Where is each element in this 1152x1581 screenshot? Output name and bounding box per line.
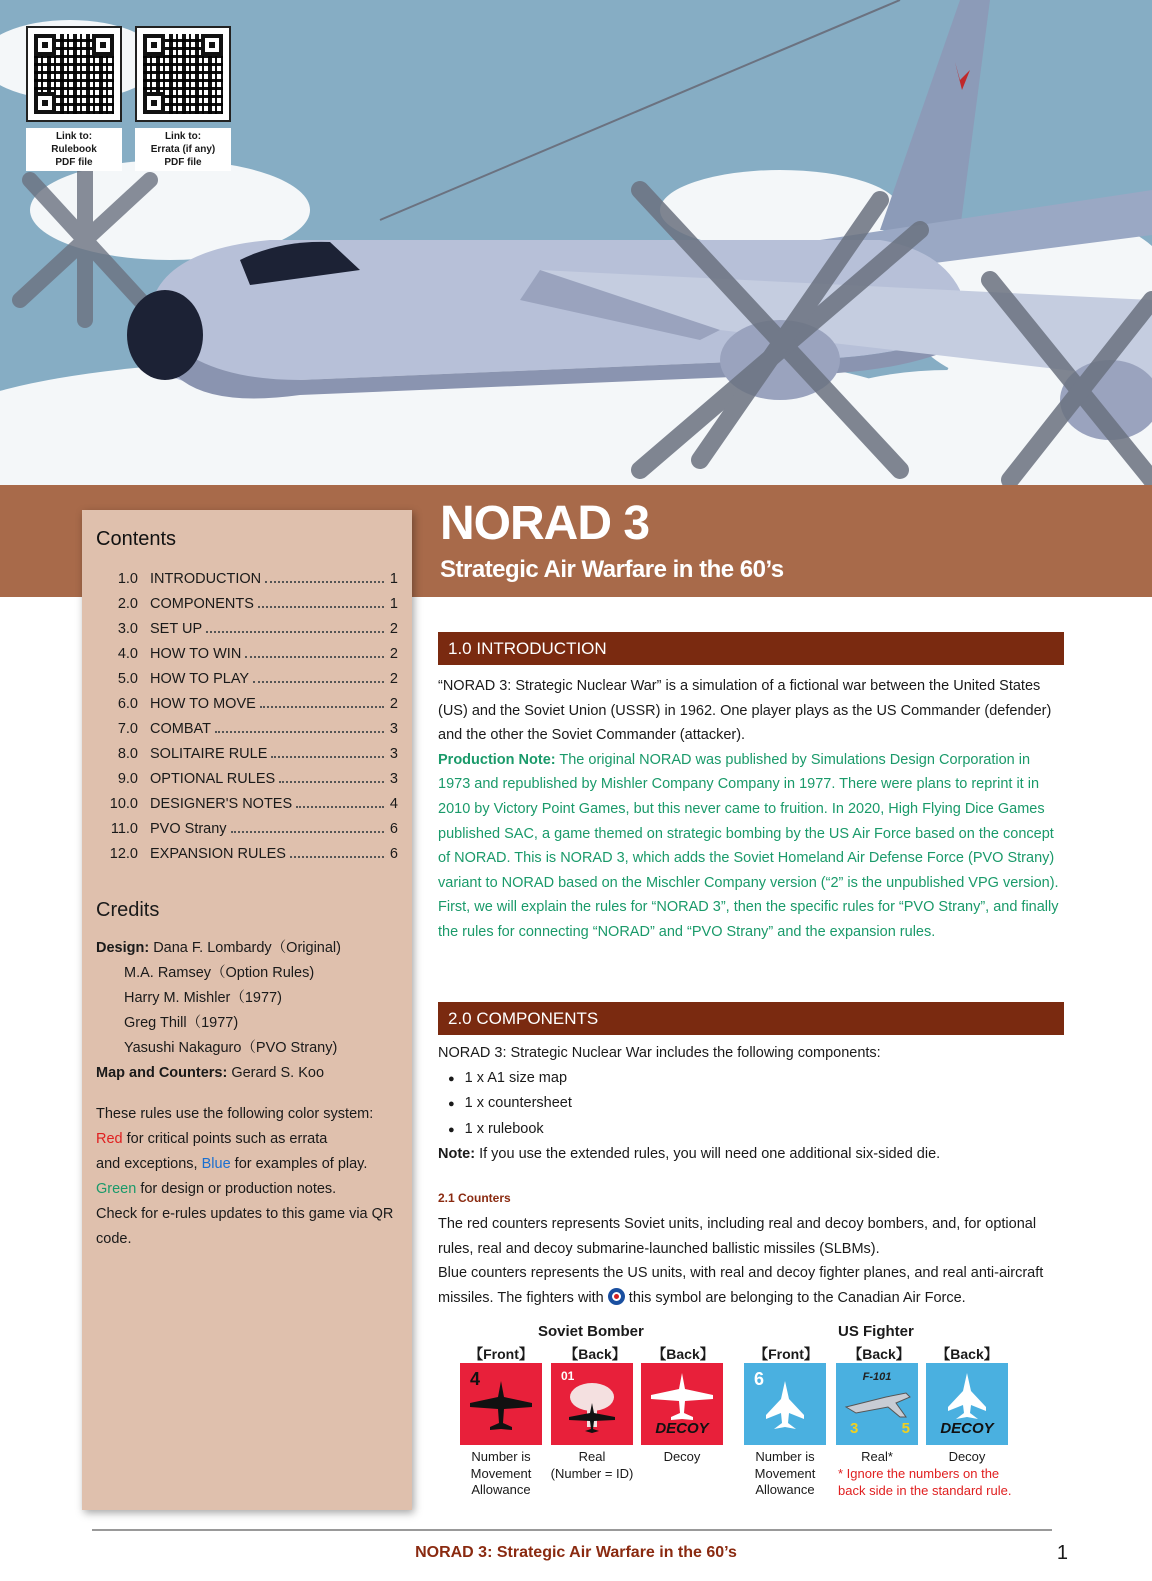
page-title: NORAD 3 <box>440 497 650 550</box>
toc-label: PVO Strany <box>150 821 227 837</box>
credit-design: Design: Dana F. Lombardy（Original) <box>96 940 341 956</box>
toc-page: 1 <box>389 596 398 612</box>
toc-item[interactable] <box>96 571 398 596</box>
toc-leader-dots <box>265 581 384 583</box>
toc-page: 2 <box>389 696 398 712</box>
page-number: 1 <box>1056 1542 1068 1564</box>
toc-number: 8.0 <box>117 746 138 762</box>
toc-label: HOW TO MOVE <box>150 696 256 712</box>
caption-movement: Number is Movement Allowance <box>470 1449 532 1497</box>
qr-label-rulebook: Link to: Rulebook PDF file <box>26 128 122 171</box>
caption-real-id: Real (Number = ID) <box>550 1449 634 1481</box>
footer-divider <box>92 1529 1052 1531</box>
toc-leader-dots <box>253 681 384 683</box>
toc-label: DESIGNER'S NOTES <box>150 796 293 812</box>
caption-movement: Number is Movement Allowance <box>754 1449 816 1497</box>
qr-code-rulebook[interactable] <box>26 26 122 122</box>
us-fighter-back-real-counter: F-101 3 5 <box>836 1363 918 1445</box>
caption-decoy: Decoy <box>663 1449 701 1464</box>
hero-illustration <box>0 0 1152 485</box>
toc-leader-dots <box>258 606 384 608</box>
section-heading-components: 2.0 COMPONENTS <box>438 1002 1064 1035</box>
toc-number: 10.0 <box>109 796 138 812</box>
us-back-label: 【Back】 <box>848 1346 910 1362</box>
us-back-label: 【Back】 <box>936 1346 998 1362</box>
toc-label: HOW TO PLAY <box>150 671 250 687</box>
toc-leader-dots <box>206 631 384 633</box>
toc-label: COMBAT <box>150 721 211 737</box>
components-paragraph: NORAD 3: Strategic Nuclear War includes the following components: ● 1 x A1 size map ● 1 x countersheet ● 1 x rulebook Note: If you use the extended rules, you will need one additional six-sided die. <box>438 1041 1064 1167</box>
toc-number: 12.0 <box>109 846 138 862</box>
toc-item[interactable] <box>96 621 398 646</box>
toc-page: 3 <box>389 721 398 737</box>
production-note: Production Note: The original NORAD was published by Simulations Design Corporation in 1973 and republished by Mishler Company Company in 1977. There were plans to reprint it in 2010 by Victory Point Games, but this never came to fruition. In 2020, High Flying Dice Games published SAC, a game themed on strategic bombing by the US Air Force based on the concept of NORAD. This is NORAD 3, which adds the Soviet Homeland Air Defense Force (PVO Strany) variant to NORAD based on the Mischler Company version (“2” is the unpublished VPG version). <box>438 751 1059 891</box>
canada-roundel-icon <box>608 1288 625 1305</box>
toc-item[interactable] <box>96 821 398 846</box>
section-heading-introduction: 1.0 INTRODUCTION <box>438 632 1064 665</box>
toc-page: 1 <box>389 571 398 587</box>
us-front-label: 【Front】 <box>754 1346 818 1362</box>
counters-paragraph: The red counters represents Soviet units, including real and decoy bombers, and, for optional rules, real and decoy submarine-launched ballistic missiles (SLBMs). Blue counters represents the US units, with real and decoy fighter planes, and real anti-aircraft missiles. The fighters with this symbol are belonging to the Canadian Air Force. <box>438 1216 1044 1306</box>
intro-paragraph: “NORAD 3: Strategic Nuclear War” is a simulation of a fictional war between the United States (US) and the Soviet Union (USSR) in 1962. One player plays as the US Commander (defender) and the other the Soviet Commander (attacker). Production Note: The original NORAD was published by Simulations Design Corporation in 1973 and republished by Mishler Company Company in 1977. There were plans to reprint it in 2010 by Victory Point Games, but this never came to fruition. In 2020, High Flying Dice Games published SAC, a game themed on strategic bombing by the US Air Force based on the concept of NORAD. This is NORAD 3, which adds the Soviet Homeland Air Defense Force (PVO Strany) variant to NORAD based on the Mischler Company version (“2” is the unpublished VPG version). First, we will explain the rules for “NORAD 3”, then the specific rules for “PVO Strany”, and finally the rules for connecting “NORAD” and “PVO Strany” and the expansion rules. <box>438 678 1059 940</box>
toc-leader-dots <box>271 756 384 758</box>
credit-line: M.A. Ramsey（Option Rules) <box>124 965 315 981</box>
toc-number: 5.0 <box>117 671 138 687</box>
toc-label: OPTIONAL RULES <box>150 771 276 787</box>
toc-page: 4 <box>389 796 398 812</box>
toc-page: 3 <box>389 746 398 762</box>
soviet-back-label: 【Back】 <box>652 1346 714 1362</box>
toc-number: 6.0 <box>117 696 138 712</box>
us-fighter-front-counter: 6 <box>744 1363 826 1445</box>
toc-leader-dots <box>245 656 384 658</box>
toc-leader-dots <box>290 856 384 858</box>
color-system-note: These rules use the following color system: Red for critical points such as errata and exceptions, Blue for examples of play. Green for design or production notes. Check for e-rules updates to this game via QR code. <box>96 1106 394 1247</box>
credit-line: Yasushi Nakaguro（PVO Strany) <box>124 1040 338 1056</box>
list-item: ● 1 x A1 size map <box>448 1066 1064 1092</box>
toc-item[interactable] <box>96 846 398 871</box>
toc-page: 6 <box>389 846 398 862</box>
toc-label: INTRODUCTION <box>150 571 262 587</box>
toc-number: 7.0 <box>117 721 138 737</box>
qr-code-errata[interactable] <box>135 26 231 122</box>
toc-number: 9.0 <box>117 771 138 787</box>
us-fighter-decoy-counter: DECOY <box>926 1363 1008 1445</box>
toc-page: 3 <box>389 771 398 787</box>
toc-number: 11.0 <box>110 821 138 837</box>
toc-page: 2 <box>389 621 398 637</box>
toc-item[interactable] <box>96 646 398 671</box>
caption-ignore-numbers: * Ignore the numbers on the back side in the standard rule. <box>838 1466 1012 1498</box>
toc-leader-dots <box>231 831 384 833</box>
list-item: ● 1 x countersheet <box>448 1091 1064 1117</box>
credit-line: Harry M. Mishler（1977) <box>124 990 282 1006</box>
caption-real-star: Real* <box>861 1449 893 1464</box>
toc-number: 4.0 <box>117 646 138 662</box>
page-subtitle: Strategic Air Warfare in the 60’s <box>440 556 784 583</box>
soviet-bomber-title: Soviet Bomber <box>538 1323 644 1340</box>
toc-item[interactable] <box>96 771 398 796</box>
components-list <box>438 1066 1064 1143</box>
toc-page: 6 <box>389 821 398 837</box>
toc-item[interactable] <box>96 746 398 771</box>
caption-decoy: Decoy <box>948 1449 986 1464</box>
toc-item[interactable] <box>96 721 398 746</box>
toc-label: EXPANSION RULES <box>150 846 286 862</box>
toc-item[interactable] <box>96 696 398 721</box>
soviet-bomber-back-real-counter: 01 <box>551 1363 633 1445</box>
toc-label: COMPONENTS <box>150 596 254 612</box>
footer-title: NORAD 3: Strategic Air Warfare in the 60’s <box>415 1544 737 1561</box>
qr-label-errata: Link to: Errata (if any) PDF file <box>135 128 231 171</box>
toc-number: 1.0 <box>117 571 138 587</box>
soviet-bomber-decoy-counter: DECOY <box>641 1363 723 1445</box>
soviet-front-label: 【Front】 <box>469 1346 533 1362</box>
toc-page: 2 <box>389 646 398 662</box>
toc-leader-dots <box>260 706 384 708</box>
us-fighter-title: US Fighter <box>838 1323 914 1340</box>
credits-heading: Credits <box>96 899 160 921</box>
toc-label: SOLITAIRE RULE <box>150 746 268 762</box>
toc-label: SET UP <box>150 621 203 637</box>
toc-item[interactable] <box>96 671 398 696</box>
toc-leader-dots <box>215 731 384 733</box>
toc-leader-dots <box>296 806 384 808</box>
soviet-back-label: 【Back】 <box>564 1346 626 1362</box>
subsection-heading-counters: 2.1 Counters <box>438 1191 511 1205</box>
list-item: ● 1 x rulebook <box>448 1117 1064 1143</box>
toc-leader-dots <box>279 781 384 783</box>
toc-number: 3.0 <box>117 621 138 637</box>
toc-item[interactable] <box>96 596 398 621</box>
credit-line: Greg Thill（1977) <box>124 1015 239 1031</box>
toc-page: 2 <box>389 671 398 687</box>
contents-heading: Contents <box>96 528 177 550</box>
toc-label: HOW TO WIN <box>150 646 242 662</box>
toc-number: 2.0 <box>117 596 138 612</box>
toc-item[interactable] <box>96 796 398 821</box>
table-of-contents <box>96 571 398 871</box>
soviet-bomber-front-counter: 4 <box>460 1363 542 1445</box>
credit-map: Map and Counters: Gerard S. Koo <box>96 1065 325 1081</box>
sidebar <box>82 510 412 1510</box>
